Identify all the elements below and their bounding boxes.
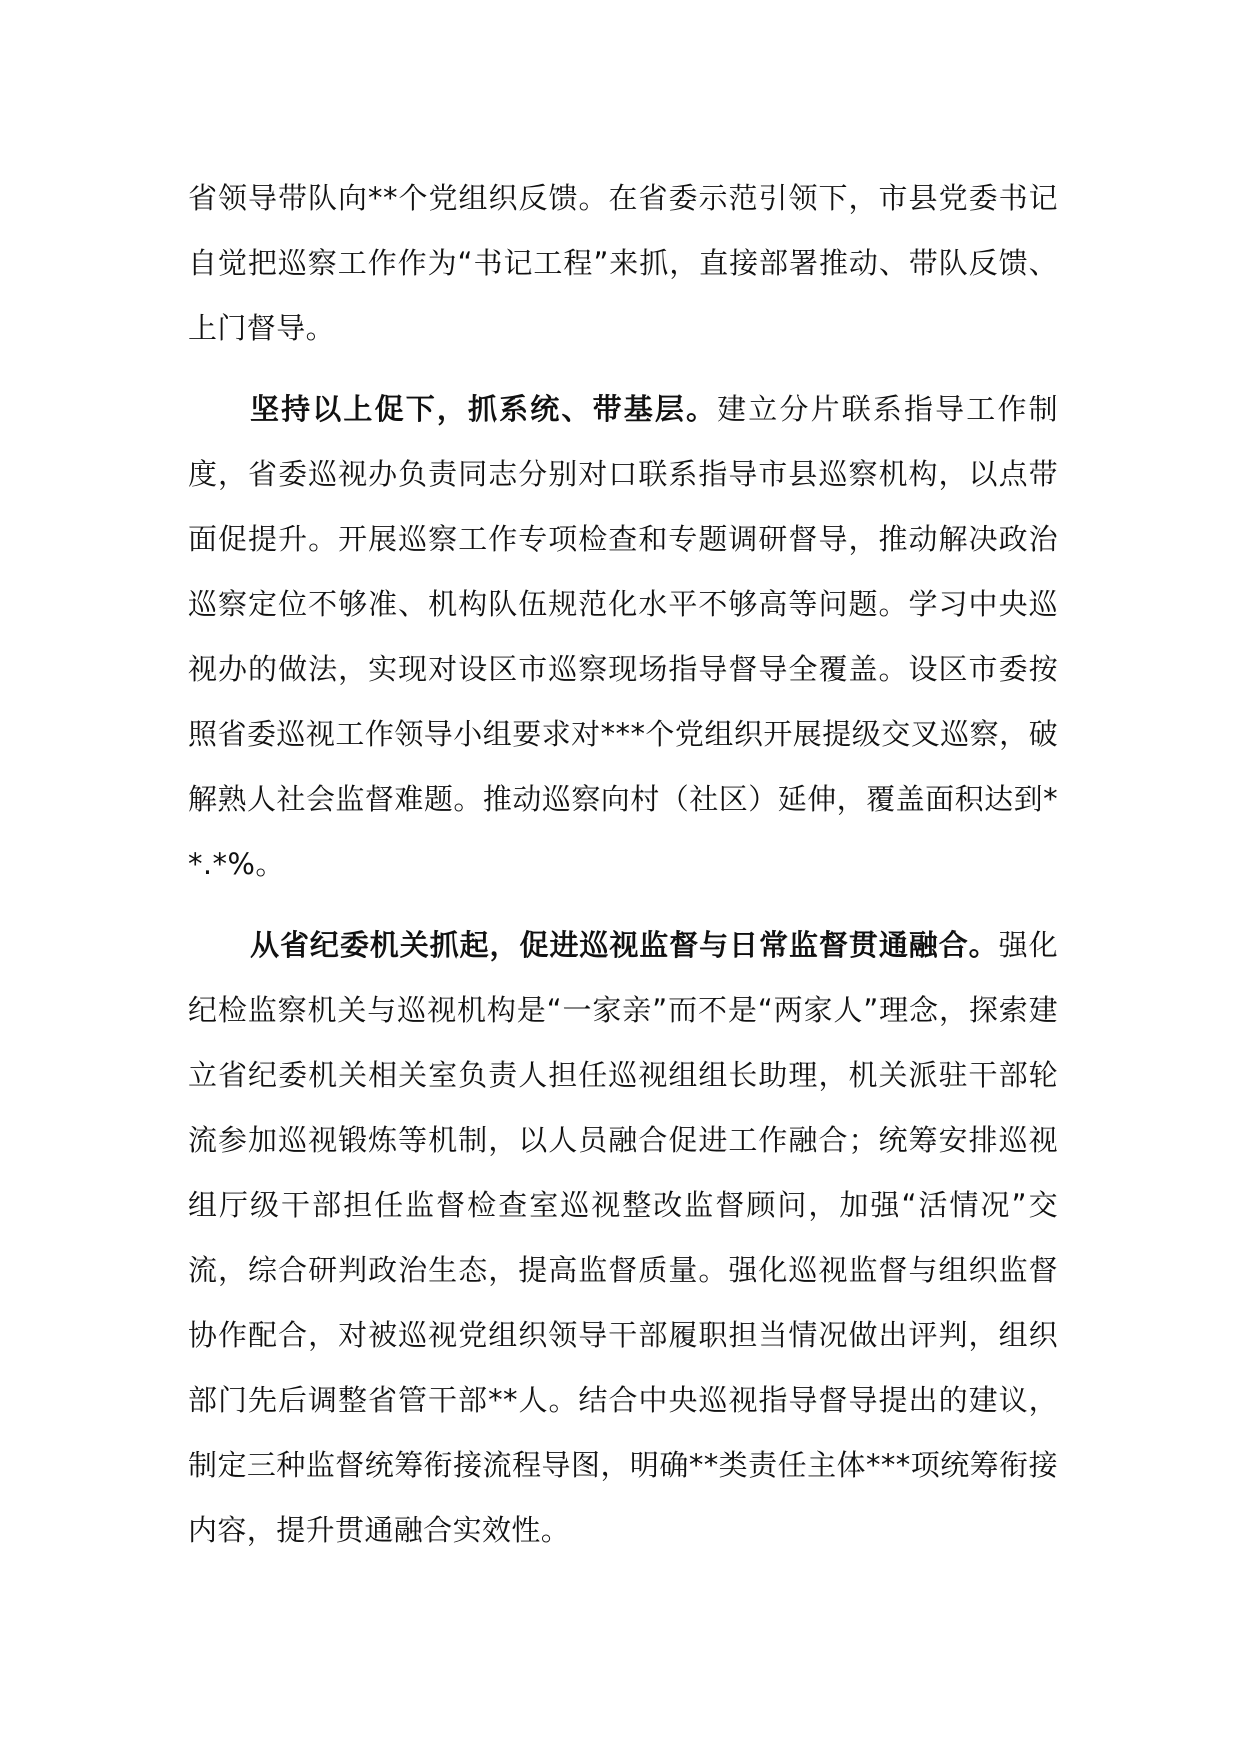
paragraph-text: 省领导带队向**个党组织反馈。在省委示范引领下，市县党委书记自觉把巡察工作作为“书记工程”来抓，直接部署推动、带队反馈、上门督导。 <box>188 181 1058 345</box>
document-body <box>188 166 1058 1563</box>
paragraph-hierarchy-guidance <box>188 377 1058 897</box>
paragraph-supervision-integration <box>188 913 1058 1563</box>
paragraph-text: 强化纪检监察机关与巡视机构是“一家亲”而不是“两家人”理念，探索建立省纪委机关相关室负责人担任巡视组组长助理，机关派驻干部轮流参加巡视锻炼等机制，以人员融合促进工作融合；统筹安排巡视组厅级干部担任监督检查室巡视整改监督顾问，加强“活情况”交流，综合研判政治生态，提高监督质量。强化巡视监督与组织监督协作配合，对被巡视党组织领导干部履职担当情况做出评判，组织部门先后调整省管干部**人。结合中央巡视指导督导提出的建议，制定三种监督统筹衔接流程导图，明确**类责任主体***项统筹衔接内容，提升贯通融合实效性。 <box>188 928 1058 1547</box>
paragraph-lead-heading: 从省纪委机关抓起，促进巡视监督与日常监督贯通融合。 <box>250 928 999 962</box>
paragraph-lead-heading: 坚持以上促下，抓系统、带基层。 <box>250 392 718 426</box>
paragraph-text: 建立分片联系指导工作制度，省委巡视办负责同志分别对口联系指导市县巡察机构，以点带面促提升。开展巡察工作专项检查和专题调研督导，推动解决政治巡察定位不够准、机构队伍规范化水平不够高等问题。学习中央巡视办的做法，实现对设区市巡察现场指导督导全覆盖。设区市委按照省委巡视工作领导小组要求对***个党组织开展提级交叉巡察，破解熟人社会监督难题。推动巡察向村（社区）延伸，覆盖面积达到**.*%。 <box>188 392 1058 881</box>
paragraph-continuation <box>188 166 1058 361</box>
